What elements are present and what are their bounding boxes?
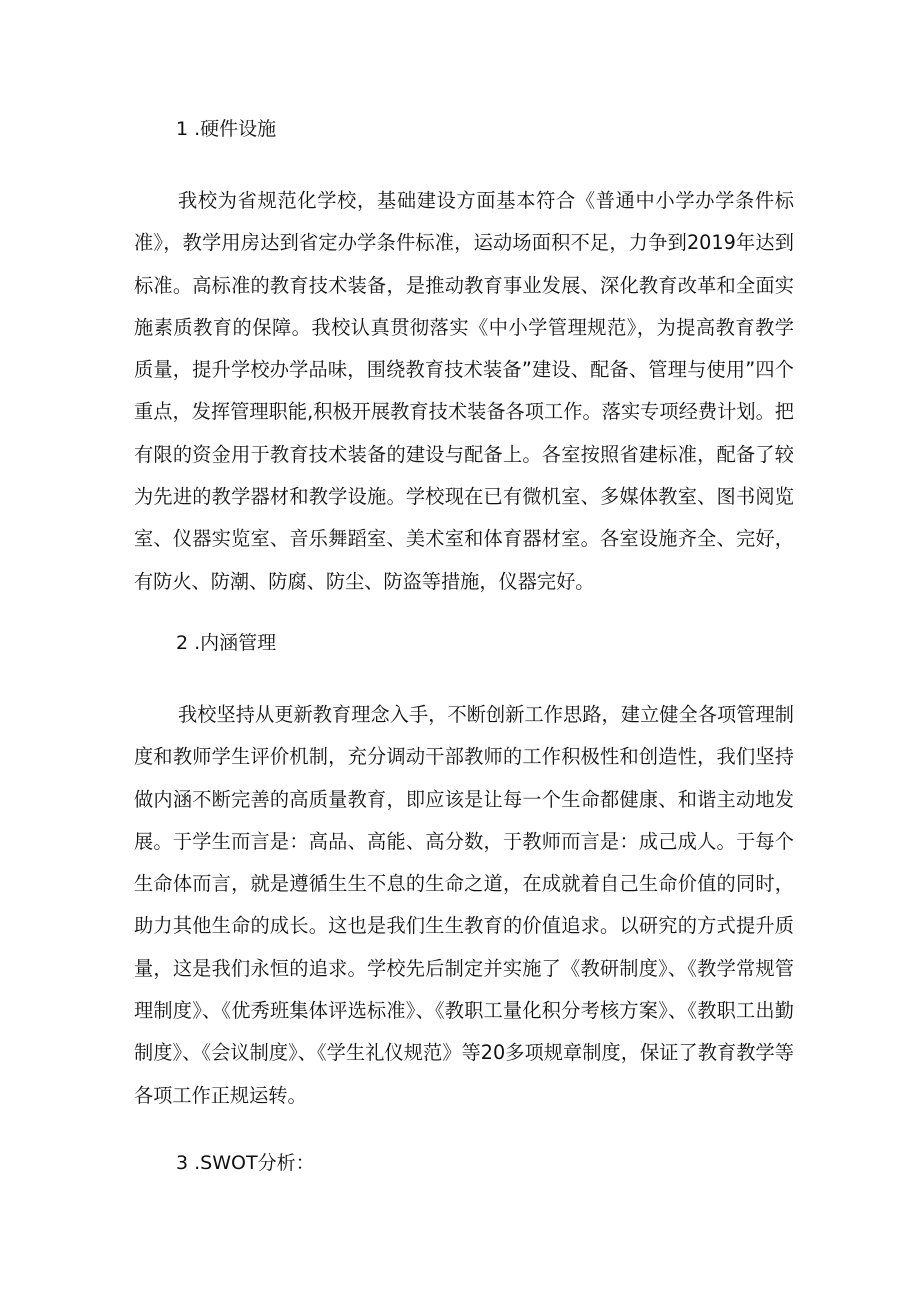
section-body-hardware: 我校为省规范化学校，基础建设方面基本符合《普通中小学办学条件标准》，教学用房达到省定办学条件标准，运动场面积不足，力争到2019年达到标准。高标准的教育技术装备，是推动教育事业发展、深化教育改革和全面实施素质教育的保障。我校认真贯彻落实《中小学管理规范》，为提高教育教学质量，提升学校办学品味，围绕教育技术装备”建设、配备、管理与使用”四个重点，发挥管理职能,积极开展教育技术装备各项工作。落实专项经费计划。把有限的资金用于教育技术装备的建设与配备上。各室按照省建标准，配备了较为先进的教学器材和教学设施。学校现在已有微机室、多媒体教室、图书阅览室、仪器实览室、音乐舞蹈室、美术室和体育器材室。各室设施齐全、完好，有防火、防潮、防腐、防尘、防盗等措施，仪器完好。 xyxy=(134,189,794,593)
section-heading-management: 2 .内涵管理 xyxy=(176,632,277,654)
section-body-management: 我校坚持从更新教育理念入手，不断创新工作思路，建立健全各项管理制度和教师学生评价机制，充分调动干部教师的工作积极性和创造性，我们坚持做内涵不断完善的高质量教育，即应该是让每一个生命都健康、和谐主动地发展。于学生而言是：高品、高能、高分数，于教师而言是：成己成人。于每个生命体而言，就是遵循生生不息的生命之道，在成就着自己生命价值的同时，助力其他生命的成长。这也是我们生生教育的价值追求。以研究的方式提升质量，这是我们永恒的追求。学校先后制定并实施了《教研制度》、《教学常规管理制度》、《优秀班集体评选标准》、《教职工量化积分考核方案》、《教职工出勤制度》、《会议制度》、《学生礼仪规范》等20多项规章制度，保证了教育教学等各项工作正规运转。 xyxy=(134,703,794,1107)
section-heading-swot: 3 .SWOT分析： xyxy=(176,1152,315,1174)
section-heading-hardware: 1 .硬件设施 xyxy=(176,118,277,140)
